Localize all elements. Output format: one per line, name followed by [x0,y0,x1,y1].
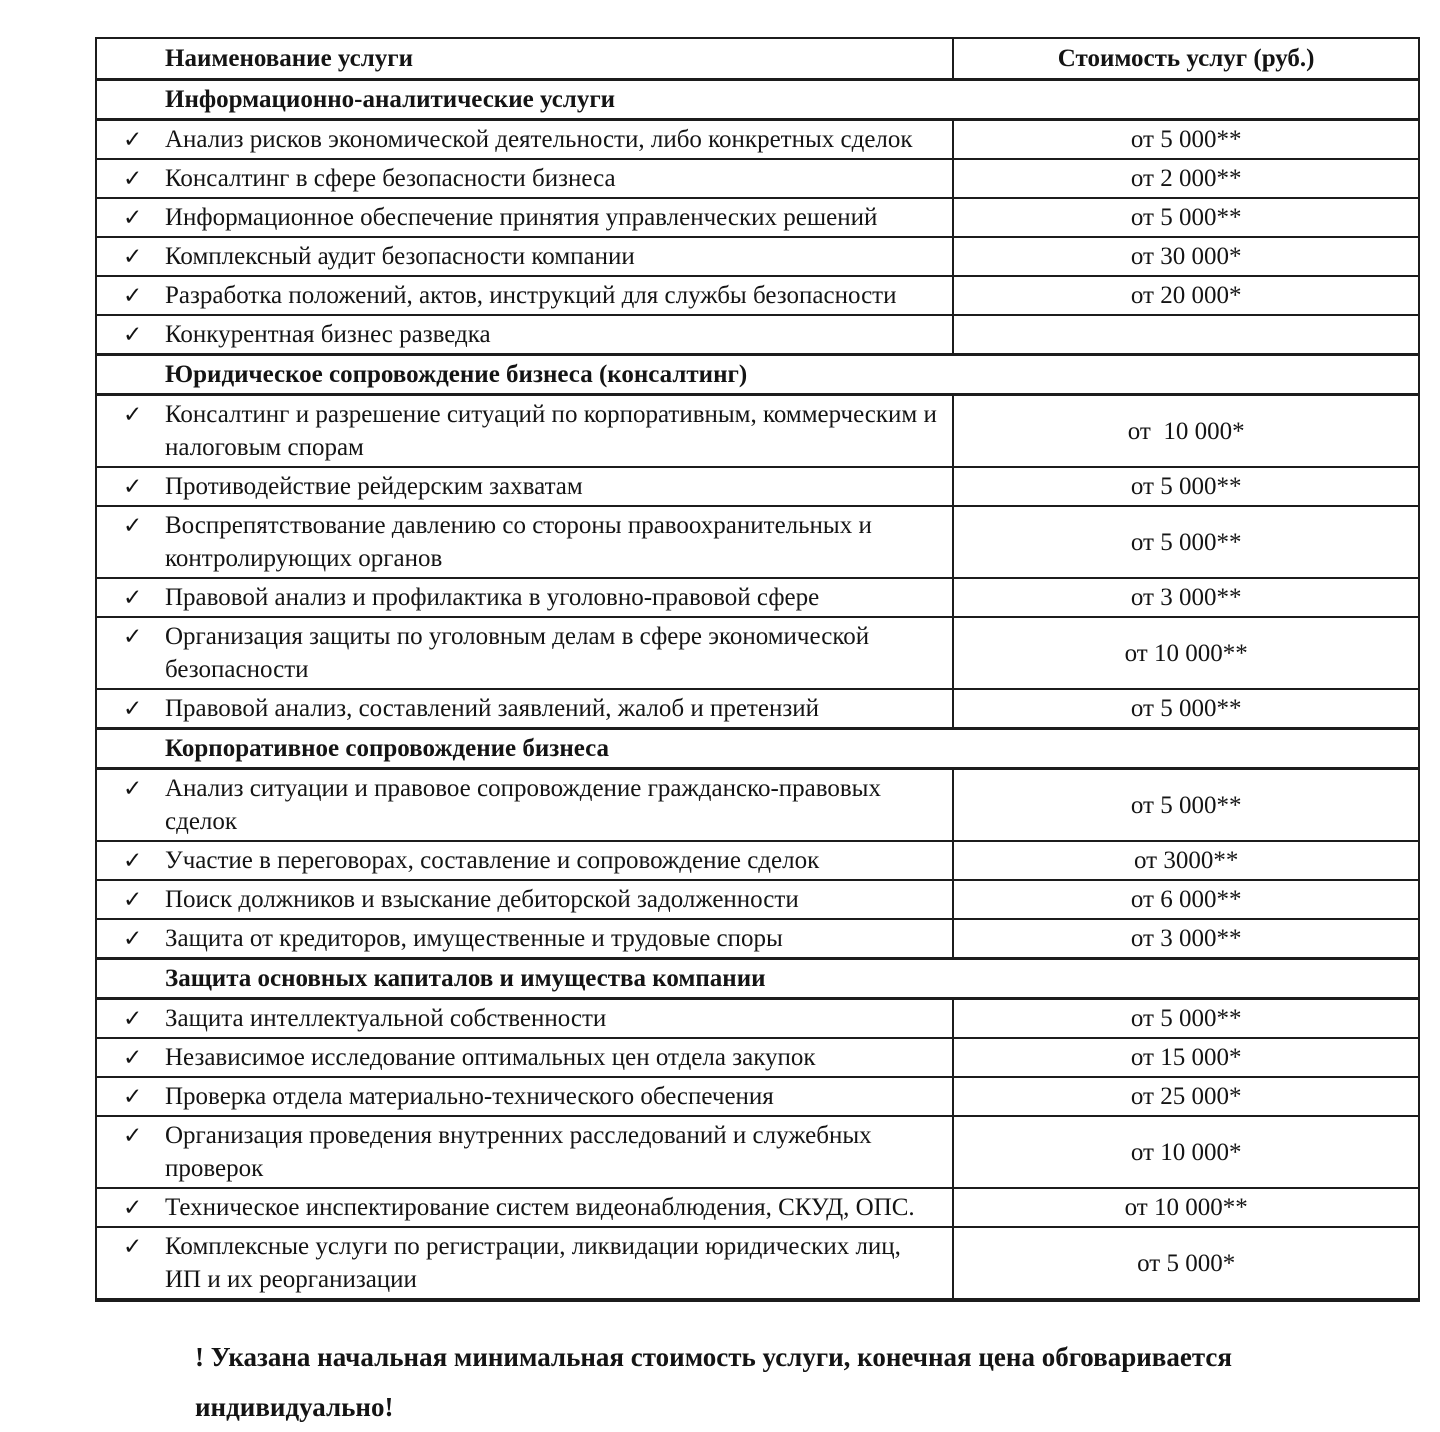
service-name: Разработка положений, актов, инструкций для службы безопасности [165,282,897,309]
service-name: Анализ рисков экономической деятельности, либо конкретных сделок [165,126,913,153]
service-name: Поиск должников и взыскание дебиторской задолженности [165,886,799,913]
section-header-assets-protection [96,959,1419,999]
table-row [96,1116,1419,1188]
check-icon: ✓ [123,127,143,152]
service-name: Комплексный аудит безопасности компании [165,243,635,270]
column-header-service-cost: Стоимость услуг (руб.) [953,38,1419,80]
table-row [96,769,1419,842]
service-name: Консалтинг и разрешение ситуаций по корпоративным, коммерческим и налоговым спорам [165,401,937,461]
service-name: Защита от кредиторов, имущественные и трудовые споры [165,925,783,952]
table-row [96,315,1419,355]
check-icon: ✓ [123,244,143,269]
service-name: Анализ ситуации и правовое сопровождение гражданско-правовых сделок [165,775,881,835]
check-icon: ✓ [123,776,143,801]
service-name: Участие в переговорах, составление и сопровождение сделок [165,847,820,874]
check-icon: ✓ [123,585,143,610]
section-title: Корпоративное сопровождение бизнеса [96,729,1419,769]
section-header-legal-support [96,355,1419,395]
section-title: Юридическое сопровождение бизнеса (консалтинг) [96,355,1419,395]
section-title: Информационно-аналитические услуги [96,80,1419,120]
service-name: Консалтинг в сфере безопасности бизнеса [165,165,616,192]
check-icon: ✓ [123,205,143,230]
check-icon: ✓ [123,1045,143,1070]
service-price: от 10 000* [953,395,1419,468]
service-price: от 5 000** [953,769,1419,842]
check-icon: ✓ [123,926,143,951]
check-icon: ✓ [123,166,143,191]
service-price: от 6 000** [953,880,1419,919]
table-row [96,506,1419,578]
table-row [96,578,1419,617]
service-name: Защита интеллектуальной собственности [165,1005,607,1032]
service-name: Правовой анализ и профилактика в уголовно-правовой сфере [165,584,820,611]
check-icon: ✓ [123,322,143,347]
service-price: от 15 000* [953,1038,1419,1077]
check-icon: ✓ [123,1123,143,1148]
check-icon: ✓ [123,474,143,499]
table-row [96,919,1419,959]
service-price: от 20 000* [953,276,1419,315]
check-icon: ✓ [123,1006,143,1031]
service-name: Техническое инспектирование систем видеонаблюдения, СКУД, ОПС. [165,1194,915,1221]
service-price: от 5 000** [953,467,1419,506]
check-icon: ✓ [123,1084,143,1109]
table-row [96,617,1419,689]
service-name: Информационное обеспечение принятия управленческих решений [165,204,878,231]
table-row [96,120,1419,160]
table-row [96,1038,1419,1077]
check-icon: ✓ [123,1234,143,1259]
service-name: Независимое исследование оптимальных цен отдела закупок [165,1044,816,1071]
service-name: Проверка отдела материально-технического обеспечения [165,1083,774,1110]
service-name: Конкурентная бизнес разведка [165,321,491,348]
check-icon: ✓ [123,848,143,873]
check-icon: ✓ [123,283,143,308]
service-price: от 3 000** [953,919,1419,959]
service-price: от 3 000** [953,578,1419,617]
table-row [96,276,1419,315]
check-icon: ✓ [123,887,143,912]
services-price-table [95,37,1420,1302]
service-price: от 5 000** [953,999,1419,1039]
table-row [96,689,1419,729]
check-icon: ✓ [123,696,143,721]
service-price: от 5 000** [953,198,1419,237]
service-name: Воспрепятствование давлению со стороны правоохранительных и контролирующих органов [165,512,872,572]
service-name: Комплексные услуги по регистрации, ликвидации юридических лиц, ИП и их реорганизации [165,1233,901,1293]
service-price: от 5 000* [953,1227,1419,1300]
section-title: Защита основных капиталов и имущества компании [96,959,1419,999]
table-row [96,198,1419,237]
table-row [96,159,1419,198]
table-row [96,1227,1419,1300]
column-header-service-name: Наименование услуги [96,38,953,80]
service-name: Организация защиты по уголовным делам в сфере экономической безопасности [165,623,870,683]
table-row [96,237,1419,276]
check-icon: ✓ [123,624,143,649]
table-row [96,1188,1419,1227]
section-header-info-analytics [96,80,1419,120]
service-name: Правовой анализ, составлений заявлений, жалоб и претензий [165,695,819,722]
table-row [96,467,1419,506]
service-price: от 10 000* [953,1116,1419,1188]
service-price: от 30 000* [953,237,1419,276]
table-row [96,841,1419,880]
service-price: от 3000** [953,841,1419,880]
table-row [96,880,1419,919]
service-price: от 10 000** [953,1188,1419,1227]
service-price: от 5 000** [953,689,1419,729]
check-icon: ✓ [123,513,143,538]
service-price [953,315,1419,355]
service-price: от 10 000** [953,617,1419,689]
service-name: Организация проведения внутренних расследований и служебных проверок [165,1122,872,1182]
service-price: от 25 000* [953,1077,1419,1116]
service-price: от 5 000** [953,506,1419,578]
table-header-row [96,38,1419,80]
footnote: ! Указана начальная минимальная стоимость услуги, конечная цена обговаривается индивидуально! [195,1342,1233,1422]
section-header-corporate-support [96,729,1419,769]
service-price: от 2 000** [953,159,1419,198]
table-row [96,395,1419,468]
check-icon: ✓ [123,1195,143,1220]
table-row [96,999,1419,1039]
service-name: Противодействие рейдерским захватам [165,473,583,500]
table-row [96,1077,1419,1116]
service-price: от 5 000** [953,120,1419,160]
check-icon: ✓ [123,402,143,427]
